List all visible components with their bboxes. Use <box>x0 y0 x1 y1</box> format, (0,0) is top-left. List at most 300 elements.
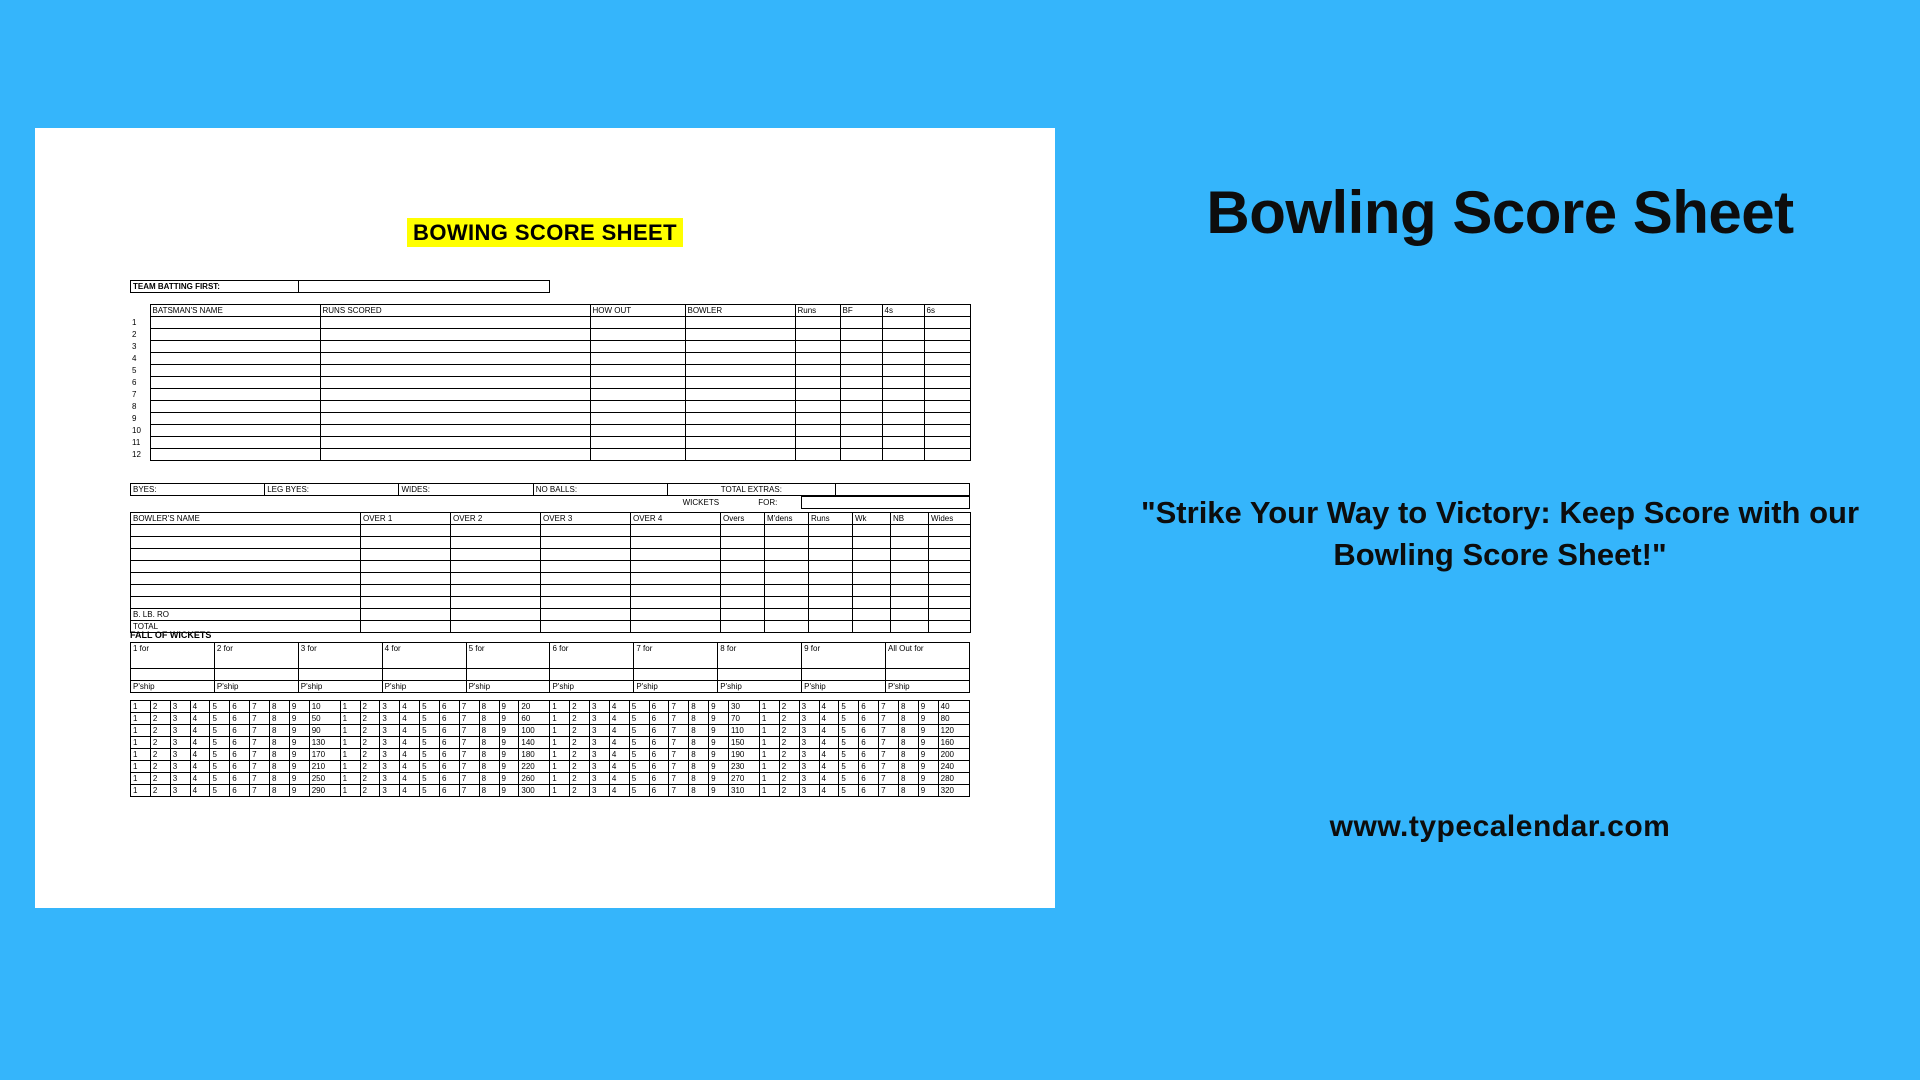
table-row[interactable] <box>131 585 971 597</box>
bowling-cell-wk[interactable] <box>853 585 891 597</box>
tally-digit[interactable]: 8 <box>689 701 709 713</box>
bowling-cell-mdens[interactable] <box>765 573 809 585</box>
batting-cell-4s[interactable] <box>882 329 924 341</box>
bowling-cell-nb[interactable] <box>891 597 929 609</box>
tally-digit[interactable]: 1 <box>759 749 779 761</box>
tally-digit[interactable]: 7 <box>250 737 270 749</box>
batting-cell-bowler[interactable] <box>685 449 795 461</box>
fow-blank-5[interactable] <box>466 669 550 681</box>
tally-digit[interactable]: 8 <box>479 761 499 773</box>
tally-digit[interactable]: 8 <box>689 749 709 761</box>
bowling-cell-over3[interactable] <box>541 525 631 537</box>
tally-digit[interactable]: 6 <box>649 773 669 785</box>
batting-cell-name[interactable] <box>150 437 320 449</box>
total-score-field[interactable] <box>802 497 970 509</box>
batting-cell-how-out[interactable] <box>590 437 685 449</box>
tally-digit[interactable]: 5 <box>420 713 440 725</box>
tally-digit[interactable]: 6 <box>230 761 250 773</box>
tally-digit[interactable]: 1 <box>340 737 360 749</box>
tally-digit[interactable]: 9 <box>709 713 729 725</box>
batting-cell-6s[interactable] <box>924 377 970 389</box>
batting-cell-runs[interactable] <box>795 413 840 425</box>
tally-digit[interactable]: 8 <box>898 701 918 713</box>
tally-digit[interactable]: 4 <box>609 785 629 797</box>
bowling-cell-wides[interactable] <box>929 561 971 573</box>
tally-total[interactable]: 210 <box>309 761 340 773</box>
tally-digit[interactable]: 3 <box>590 725 610 737</box>
tally-digit[interactable]: 3 <box>590 785 610 797</box>
batting-cell-runs-scored[interactable] <box>320 365 590 377</box>
tally-digit[interactable]: 1 <box>550 725 570 737</box>
tally-total[interactable]: 230 <box>729 761 760 773</box>
tally-digit[interactable]: 3 <box>590 773 610 785</box>
batting-cell-6s[interactable] <box>924 437 970 449</box>
tally-digit[interactable]: 7 <box>250 761 270 773</box>
batting-cell-name[interactable] <box>150 449 320 461</box>
bowling-blbro-wides[interactable] <box>929 609 971 621</box>
tally-digit[interactable]: 1 <box>131 725 151 737</box>
batting-cell-name[interactable] <box>150 413 320 425</box>
bowling-b-lb-ro-row[interactable] <box>131 609 971 621</box>
batting-cell-4s[interactable] <box>882 401 924 413</box>
tally-digit[interactable]: 6 <box>230 773 250 785</box>
bowling-cell-over3[interactable] <box>541 597 631 609</box>
tally-digit[interactable]: 2 <box>360 785 380 797</box>
tally-digit[interactable]: 3 <box>799 701 819 713</box>
tally-digit[interactable]: 5 <box>420 725 440 737</box>
tally-digit[interactable]: 8 <box>898 713 918 725</box>
batting-cell-4s[interactable] <box>882 425 924 437</box>
bowling-blbro-over1[interactable] <box>361 609 451 621</box>
batting-cell-bf[interactable] <box>840 449 882 461</box>
tally-digit[interactable]: 4 <box>400 737 420 749</box>
tally-digit[interactable]: 7 <box>250 749 270 761</box>
bowling-cell-over4[interactable] <box>631 585 721 597</box>
tally-digit[interactable]: 3 <box>380 761 400 773</box>
tally-digit[interactable]: 1 <box>340 785 360 797</box>
batting-cell-name[interactable] <box>150 365 320 377</box>
tally-digit[interactable]: 4 <box>190 701 210 713</box>
tally-digit[interactable]: 1 <box>759 713 779 725</box>
bowling-cell-over4[interactable] <box>631 549 721 561</box>
fow-col-7[interactable]: 7 for <box>634 643 718 669</box>
tally-digit[interactable]: 5 <box>839 725 859 737</box>
bowling-cell-nb[interactable] <box>891 573 929 585</box>
bowling-cell-mdens[interactable] <box>765 549 809 561</box>
fow-col-3[interactable]: 3 for <box>298 643 382 669</box>
tally-digit[interactable]: 1 <box>340 701 360 713</box>
tally-digit[interactable]: 6 <box>230 749 250 761</box>
bowling-cell-over3[interactable] <box>541 585 631 597</box>
tally-digit[interactable]: 6 <box>230 713 250 725</box>
bowling-cell-name[interactable] <box>131 525 361 537</box>
tally-digit[interactable]: 7 <box>459 737 479 749</box>
tally-digit[interactable]: 5 <box>629 737 649 749</box>
batting-cell-bowler[interactable] <box>685 401 795 413</box>
tally-digit[interactable]: 4 <box>400 749 420 761</box>
batting-cell-6s[interactable] <box>924 425 970 437</box>
fow-blank-4[interactable] <box>382 669 466 681</box>
bowling-blbro-over2[interactable] <box>451 609 541 621</box>
batting-cell-bowler[interactable] <box>685 317 795 329</box>
tally-digit[interactable]: 4 <box>400 713 420 725</box>
tally-digit[interactable]: 3 <box>380 713 400 725</box>
batting-cell-bowler[interactable] <box>685 413 795 425</box>
batting-cell-6s[interactable] <box>924 449 970 461</box>
tally-digit[interactable]: 5 <box>420 749 440 761</box>
bowling-blbro-overs[interactable] <box>721 609 765 621</box>
batting-cell-bf[interactable] <box>840 365 882 377</box>
batting-cell-bowler[interactable] <box>685 437 795 449</box>
bowling-cell-nb[interactable] <box>891 537 929 549</box>
tally-digit[interactable]: 3 <box>380 701 400 713</box>
batting-cell-4s[interactable] <box>882 389 924 401</box>
tally-total[interactable]: 10 <box>309 701 340 713</box>
tally-digit[interactable]: 6 <box>439 773 459 785</box>
bowling-cell-overs[interactable] <box>721 549 765 561</box>
tally-digit[interactable]: 7 <box>250 785 270 797</box>
tally-digit[interactable]: 9 <box>499 761 519 773</box>
batting-cell-how-out[interactable] <box>590 317 685 329</box>
batting-cell-runs[interactable] <box>795 317 840 329</box>
tally-digit[interactable]: 4 <box>190 713 210 725</box>
batting-cell-runs-scored[interactable] <box>320 437 590 449</box>
tally-digit[interactable]: 7 <box>459 701 479 713</box>
tally-digit[interactable]: 2 <box>570 785 590 797</box>
batting-cell-runs[interactable] <box>795 425 840 437</box>
batting-cell-4s[interactable] <box>882 437 924 449</box>
tally-digit[interactable]: 1 <box>550 749 570 761</box>
fow-pship-4[interactable]: P'ship <box>382 681 466 693</box>
tally-digit[interactable]: 6 <box>859 761 879 773</box>
bowling-cell-mdens[interactable] <box>765 597 809 609</box>
tally-digit[interactable]: 3 <box>590 713 610 725</box>
tally-digit[interactable]: 3 <box>170 785 190 797</box>
tally-digit[interactable]: 7 <box>879 701 899 713</box>
tally-digit[interactable]: 2 <box>360 773 380 785</box>
tally-digit[interactable]: 3 <box>799 773 819 785</box>
tally-digit[interactable]: 5 <box>210 701 230 713</box>
tally-digit[interactable]: 5 <box>629 785 649 797</box>
tally-digit[interactable]: 5 <box>839 785 859 797</box>
tally-digit[interactable]: 8 <box>479 773 499 785</box>
fow-blank-9[interactable] <box>802 669 886 681</box>
batting-cell-6s[interactable] <box>924 353 970 365</box>
batting-cell-bf[interactable] <box>840 377 882 389</box>
batting-cell-bf[interactable] <box>840 389 882 401</box>
table-row[interactable] <box>130 341 970 353</box>
tally-digit[interactable]: 9 <box>918 761 938 773</box>
tally-digit[interactable]: 4 <box>190 773 210 785</box>
tally-digit[interactable]: 4 <box>819 785 839 797</box>
bowling-cell-runs[interactable] <box>809 597 853 609</box>
tally-digit[interactable]: 3 <box>590 701 610 713</box>
tally-row[interactable] <box>131 761 970 773</box>
tally-digit[interactable]: 4 <box>190 737 210 749</box>
tally-digit[interactable]: 1 <box>759 701 779 713</box>
tally-digit[interactable]: 5 <box>839 749 859 761</box>
tally-digit[interactable]: 6 <box>230 725 250 737</box>
tally-digit[interactable]: 9 <box>289 749 309 761</box>
batting-cell-bowler[interactable] <box>685 329 795 341</box>
tally-digit[interactable]: 1 <box>759 725 779 737</box>
tally-digit[interactable]: 3 <box>380 725 400 737</box>
tally-digit[interactable]: 4 <box>609 713 629 725</box>
batting-cell-4s[interactable] <box>882 413 924 425</box>
tally-digit[interactable]: 6 <box>649 713 669 725</box>
tally-total[interactable]: 280 <box>938 773 969 785</box>
tally-digit[interactable]: 6 <box>230 701 250 713</box>
table-row[interactable] <box>131 561 971 573</box>
tally-digit[interactable]: 3 <box>170 701 190 713</box>
tally-digit[interactable]: 4 <box>190 785 210 797</box>
batting-cell-runs-scored[interactable] <box>320 401 590 413</box>
tally-digit[interactable]: 5 <box>629 701 649 713</box>
tally-digit[interactable]: 1 <box>340 725 360 737</box>
extras-blank[interactable] <box>835 484 969 496</box>
table-row[interactable] <box>130 365 970 377</box>
tally-digit[interactable]: 1 <box>340 761 360 773</box>
table-row[interactable] <box>130 317 970 329</box>
batting-cell-6s[interactable] <box>924 365 970 377</box>
tally-digit[interactable]: 1 <box>759 737 779 749</box>
bowling-cell-name[interactable] <box>131 561 361 573</box>
tally-digit[interactable]: 2 <box>360 725 380 737</box>
tally-total[interactable]: 270 <box>729 773 760 785</box>
tally-total[interactable]: 200 <box>938 749 969 761</box>
fow-blank-3[interactable] <box>298 669 382 681</box>
tally-digit[interactable]: 7 <box>879 737 899 749</box>
tally-total[interactable]: 180 <box>519 749 550 761</box>
tally-digit[interactable]: 1 <box>131 761 151 773</box>
tally-row[interactable] <box>131 737 970 749</box>
tally-digit[interactable]: 1 <box>550 701 570 713</box>
tally-digit[interactable]: 9 <box>709 749 729 761</box>
tally-digit[interactable]: 6 <box>439 701 459 713</box>
tally-digit[interactable]: 4 <box>609 773 629 785</box>
tally-digit[interactable]: 5 <box>839 737 859 749</box>
batting-cell-6s[interactable] <box>924 389 970 401</box>
tally-digit[interactable]: 9 <box>289 785 309 797</box>
fow-pship-9[interactable]: P'ship <box>802 681 886 693</box>
tally-digit[interactable]: 8 <box>689 713 709 725</box>
batting-cell-6s[interactable] <box>924 341 970 353</box>
tally-digit[interactable]: 2 <box>360 749 380 761</box>
tally-digit[interactable]: 6 <box>649 737 669 749</box>
tally-digit[interactable]: 3 <box>799 713 819 725</box>
tally-digit[interactable]: 3 <box>380 773 400 785</box>
tally-digit[interactable]: 6 <box>859 773 879 785</box>
tally-digit[interactable]: 6 <box>439 737 459 749</box>
tally-digit[interactable]: 8 <box>270 773 290 785</box>
bowling-cell-over2[interactable] <box>451 537 541 549</box>
tally-digit[interactable]: 4 <box>819 773 839 785</box>
fow-blank-1[interactable] <box>131 669 215 681</box>
tally-digit[interactable]: 8 <box>479 701 499 713</box>
tally-digit[interactable]: 5 <box>629 713 649 725</box>
tally-digit[interactable]: 1 <box>550 713 570 725</box>
tally-digit[interactable]: 2 <box>779 773 799 785</box>
tally-digit[interactable]: 6 <box>439 725 459 737</box>
tally-digit[interactable]: 7 <box>669 701 689 713</box>
tally-digit[interactable]: 4 <box>400 761 420 773</box>
tally-digit[interactable]: 7 <box>879 725 899 737</box>
bowling-total-wk[interactable] <box>853 621 891 633</box>
batting-cell-runs-scored[interactable] <box>320 425 590 437</box>
tally-digit[interactable]: 6 <box>230 785 250 797</box>
tally-digit[interactable]: 7 <box>669 725 689 737</box>
tally-digit[interactable]: 7 <box>879 713 899 725</box>
batting-cell-runs-scored[interactable] <box>320 329 590 341</box>
tally-digit[interactable]: 1 <box>340 749 360 761</box>
bowling-cell-mdens[interactable] <box>765 585 809 597</box>
tally-digit[interactable]: 3 <box>590 737 610 749</box>
bowling-cell-wk[interactable] <box>853 549 891 561</box>
tally-digit[interactable]: 5 <box>839 773 859 785</box>
fow-pship-2[interactable]: P'ship <box>214 681 298 693</box>
tally-digit[interactable]: 5 <box>210 749 230 761</box>
tally-digit[interactable]: 2 <box>570 725 590 737</box>
tally-digit[interactable]: 2 <box>779 713 799 725</box>
tally-digit[interactable]: 6 <box>649 761 669 773</box>
tally-digit[interactable]: 3 <box>590 749 610 761</box>
tally-digit[interactable]: 8 <box>270 701 290 713</box>
fow-col-6[interactable]: 6 for <box>550 643 634 669</box>
batting-cell-4s[interactable] <box>882 377 924 389</box>
bowling-blbro-runs[interactable] <box>809 609 853 621</box>
tally-total[interactable]: 190 <box>729 749 760 761</box>
table-row[interactable] <box>130 353 970 365</box>
tally-total[interactable]: 100 <box>519 725 550 737</box>
tally-digit[interactable]: 5 <box>629 761 649 773</box>
tally-digit[interactable]: 4 <box>819 761 839 773</box>
tally-total[interactable]: 250 <box>309 773 340 785</box>
batting-cell-4s[interactable] <box>882 317 924 329</box>
fow-col-5[interactable]: 5 for <box>466 643 550 669</box>
tally-digit[interactable]: 2 <box>570 701 590 713</box>
tally-digit[interactable]: 6 <box>859 785 879 797</box>
bowling-cell-over4[interactable] <box>631 561 721 573</box>
tally-digit[interactable]: 4 <box>819 749 839 761</box>
tally-digit[interactable]: 6 <box>859 713 879 725</box>
fow-blank-7[interactable] <box>634 669 718 681</box>
batting-cell-bowler[interactable] <box>685 365 795 377</box>
bowling-cell-name[interactable] <box>131 537 361 549</box>
tally-digit[interactable]: 7 <box>459 749 479 761</box>
batting-cell-runs-scored[interactable] <box>320 413 590 425</box>
tally-digit[interactable]: 8 <box>270 725 290 737</box>
tally-digit[interactable]: 8 <box>270 713 290 725</box>
team-batting-first-input[interactable] <box>298 281 549 293</box>
bowling-total-row[interactable] <box>131 621 971 633</box>
tally-digit[interactable]: 8 <box>479 785 499 797</box>
fow-pship-8[interactable]: P'ship <box>718 681 802 693</box>
tally-digit[interactable]: 4 <box>819 725 839 737</box>
tally-digit[interactable]: 7 <box>879 773 899 785</box>
bowling-total-wides[interactable] <box>929 621 971 633</box>
batting-cell-runs[interactable] <box>795 377 840 389</box>
batting-cell-how-out[interactable] <box>590 449 685 461</box>
fow-col-4[interactable]: 4 for <box>382 643 466 669</box>
tally-row[interactable] <box>131 773 970 785</box>
fow-pship-row[interactable] <box>131 681 970 693</box>
tally-total[interactable]: 220 <box>519 761 550 773</box>
tally-digit[interactable]: 2 <box>360 701 380 713</box>
batting-cell-6s[interactable] <box>924 317 970 329</box>
table-row[interactable] <box>131 525 971 537</box>
tally-digit[interactable]: 8 <box>898 749 918 761</box>
tally-digit[interactable]: 6 <box>859 725 879 737</box>
bowling-cell-runs[interactable] <box>809 585 853 597</box>
tally-digit[interactable]: 8 <box>898 737 918 749</box>
bowling-cell-overs[interactable] <box>721 537 765 549</box>
batting-cell-6s[interactable] <box>924 401 970 413</box>
batting-cell-name[interactable] <box>150 353 320 365</box>
tally-total[interactable]: 40 <box>938 701 969 713</box>
fow-pship-1[interactable]: P'ship <box>131 681 215 693</box>
tally-digit[interactable]: 2 <box>150 701 170 713</box>
bowling-cell-over3[interactable] <box>541 573 631 585</box>
tally-digit[interactable]: 1 <box>550 785 570 797</box>
bowling-blbro-mdens[interactable] <box>765 609 809 621</box>
batting-cell-runs[interactable] <box>795 365 840 377</box>
tally-digit[interactable]: 9 <box>918 749 938 761</box>
batting-cell-runs-scored[interactable] <box>320 377 590 389</box>
bowling-cell-wides[interactable] <box>929 549 971 561</box>
tally-digit[interactable]: 5 <box>839 761 859 773</box>
batting-cell-name[interactable] <box>150 425 320 437</box>
tally-digit[interactable]: 3 <box>799 761 819 773</box>
batting-cell-name[interactable] <box>150 377 320 389</box>
tally-row[interactable] <box>131 713 970 725</box>
batting-cell-runs-scored[interactable] <box>320 389 590 401</box>
tally-digit[interactable]: 8 <box>689 725 709 737</box>
tally-digit[interactable]: 1 <box>759 785 779 797</box>
bowling-cell-over1[interactable] <box>361 585 451 597</box>
bowling-cell-over4[interactable] <box>631 597 721 609</box>
tally-digit[interactable]: 8 <box>898 761 918 773</box>
bowling-cell-overs[interactable] <box>721 573 765 585</box>
tally-digit[interactable]: 2 <box>360 713 380 725</box>
tally-digit[interactable]: 4 <box>400 701 420 713</box>
tally-digit[interactable]: 3 <box>170 725 190 737</box>
tally-digit[interactable]: 1 <box>550 773 570 785</box>
tally-digit[interactable]: 3 <box>799 785 819 797</box>
table-row[interactable] <box>130 425 970 437</box>
bowling-cell-overs[interactable] <box>721 597 765 609</box>
tally-digit[interactable]: 2 <box>150 761 170 773</box>
tally-digit[interactable]: 9 <box>499 785 519 797</box>
tally-digit[interactable]: 9 <box>918 785 938 797</box>
batting-cell-how-out[interactable] <box>590 401 685 413</box>
tally-digit[interactable]: 2 <box>150 725 170 737</box>
tally-digit[interactable]: 4 <box>609 725 629 737</box>
table-row[interactable] <box>130 329 970 341</box>
tally-digit[interactable]: 2 <box>779 749 799 761</box>
tally-total[interactable]: 30 <box>729 701 760 713</box>
tally-digit[interactable]: 9 <box>499 749 519 761</box>
tally-digit[interactable]: 1 <box>131 713 151 725</box>
batting-cell-runs-scored[interactable] <box>320 341 590 353</box>
tally-digit[interactable]: 7 <box>879 785 899 797</box>
table-row[interactable] <box>131 573 971 585</box>
tally-digit[interactable]: 7 <box>669 713 689 725</box>
tally-digit[interactable]: 1 <box>131 701 151 713</box>
tally-digit[interactable]: 1 <box>340 773 360 785</box>
tally-digit[interactable]: 2 <box>150 785 170 797</box>
tally-digit[interactable]: 4 <box>190 725 210 737</box>
extras-byes[interactable]: BYES: <box>131 484 265 496</box>
